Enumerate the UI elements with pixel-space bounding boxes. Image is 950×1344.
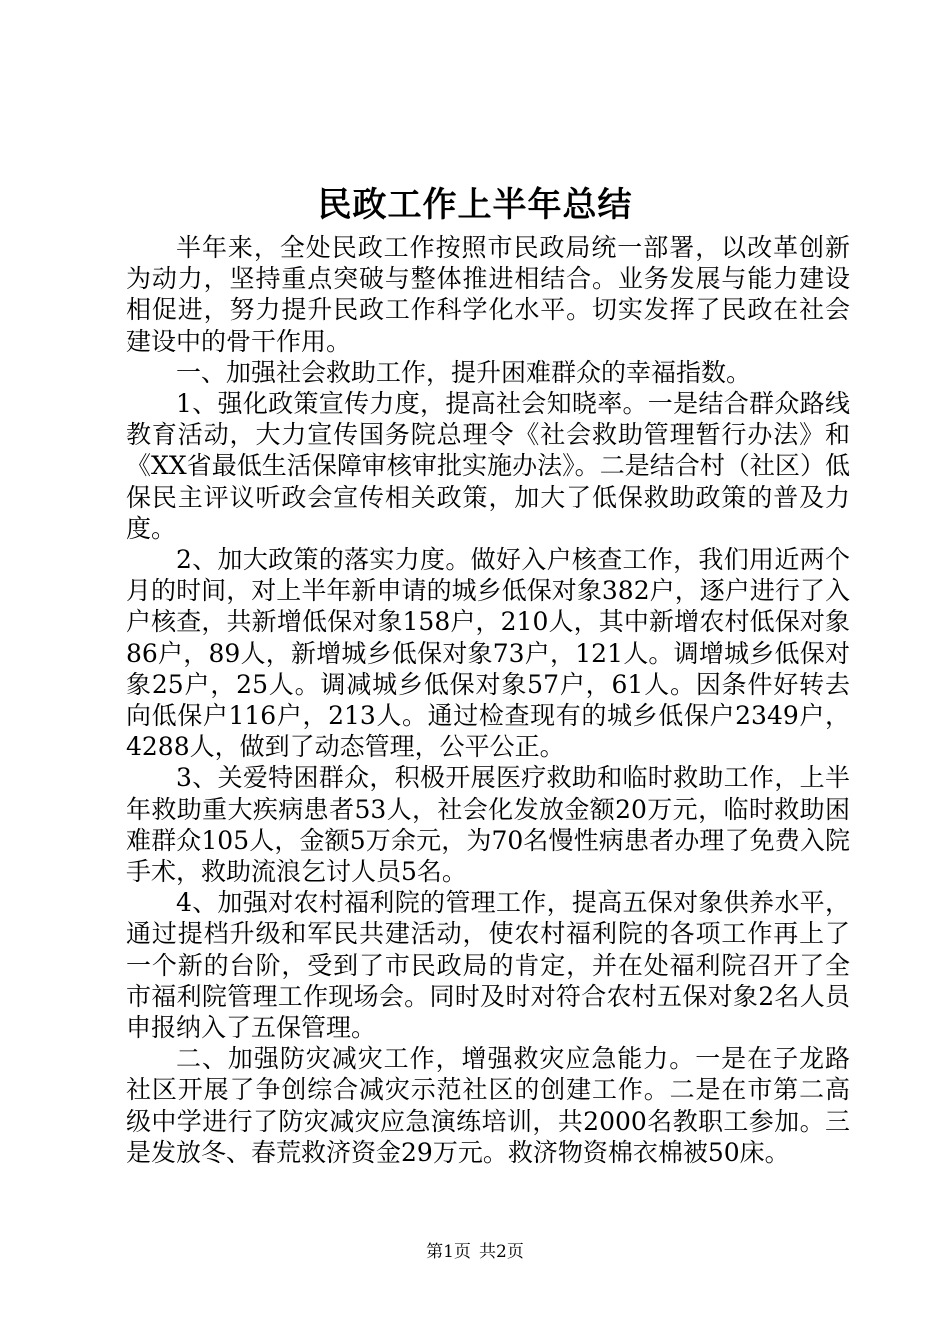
document-body — [126, 232, 850, 1168]
page-number-total: 共2页 — [479, 1242, 524, 1262]
paragraph-intro: 半年来，全处民政工作按照市民政局统一部署，以改革创新为动力，坚持重点突破与整体推进相结合。业务发展与能力建设相促进，努力提升民政工作科学化水平。切实发挥了民政在社会建设中的骨干作用。 — [126, 233, 850, 356]
paragraph-item-3: 3、关爱特困群众，积极开展医疗救助和临时救助工作，上半年救助重大疾病患者53人，社会化发放金额20万元，临时救助困难群众105人，金额5万余元，为70名慢性病患者办理了免费入院手术，救助流浪乞讨人员5名。 — [126, 763, 850, 887]
page-number-current: 第1页 — [426, 1242, 471, 1262]
paragraph-item-4: 4、加强对农村福利院的管理工作，提高五保对象供养水平，通过提档升级和军民共建活动，使农村福利院的各项工作再上了一个新的台阶，受到了市民政局的肯定，并在处福利院召开了全市福利院管理工作现场会。同时及时对符合农村五保对象2名人员申报纳入了五保管理。 — [126, 888, 850, 1043]
paragraph-item-1: 1、强化政策宣传力度，提高社会知晓率。一是结合群众路线教育活动，大力宣传国务院总理令《社会救助管理暂行办法》和《XX省最低生活保障审核审批实施办法》。二是结合村（社区）低保民主评议听政会宣传相关政策，加大了低保救助政策的普及力度。 — [126, 389, 850, 543]
page-footer — [0, 1240, 950, 1264]
document-title: 民政工作上半年总结 — [317, 185, 633, 225]
paragraph-item-2: 2、加大政策的落实力度。做好入户核查工作，我们用近两个月的时间，对上半年新申请的城乡低保对象382户，逐户进行了入户核查，共新增低保对象158户，210人，其中新增农村低保对象86户，89人，新增城乡低保对象73户，121人。调增城乡低保对象25户，25人。调减城乡低保对象57户，61人。因条件好转去向低保户116户，213人。通过检查现有的城乡低保户2349户，4288人，做到了动态管理，公平公正。 — [126, 545, 850, 762]
paragraph-section-1-heading: 一、加强社会救助工作，提升困难群众的幸福指数。 — [176, 357, 752, 387]
paragraph-section-2: 二、加强防灾减灾工作，增强救灾应急能力。一是在子龙路社区开展了争创综合减灾示范社区的创建工作。二是在市第二高级中学进行了防灾减灾应急演练培训，共2000名教职工参加。三是发放冬、春荒救济资金29万元。救济物资棉衣棉被50床。 — [126, 1044, 850, 1167]
